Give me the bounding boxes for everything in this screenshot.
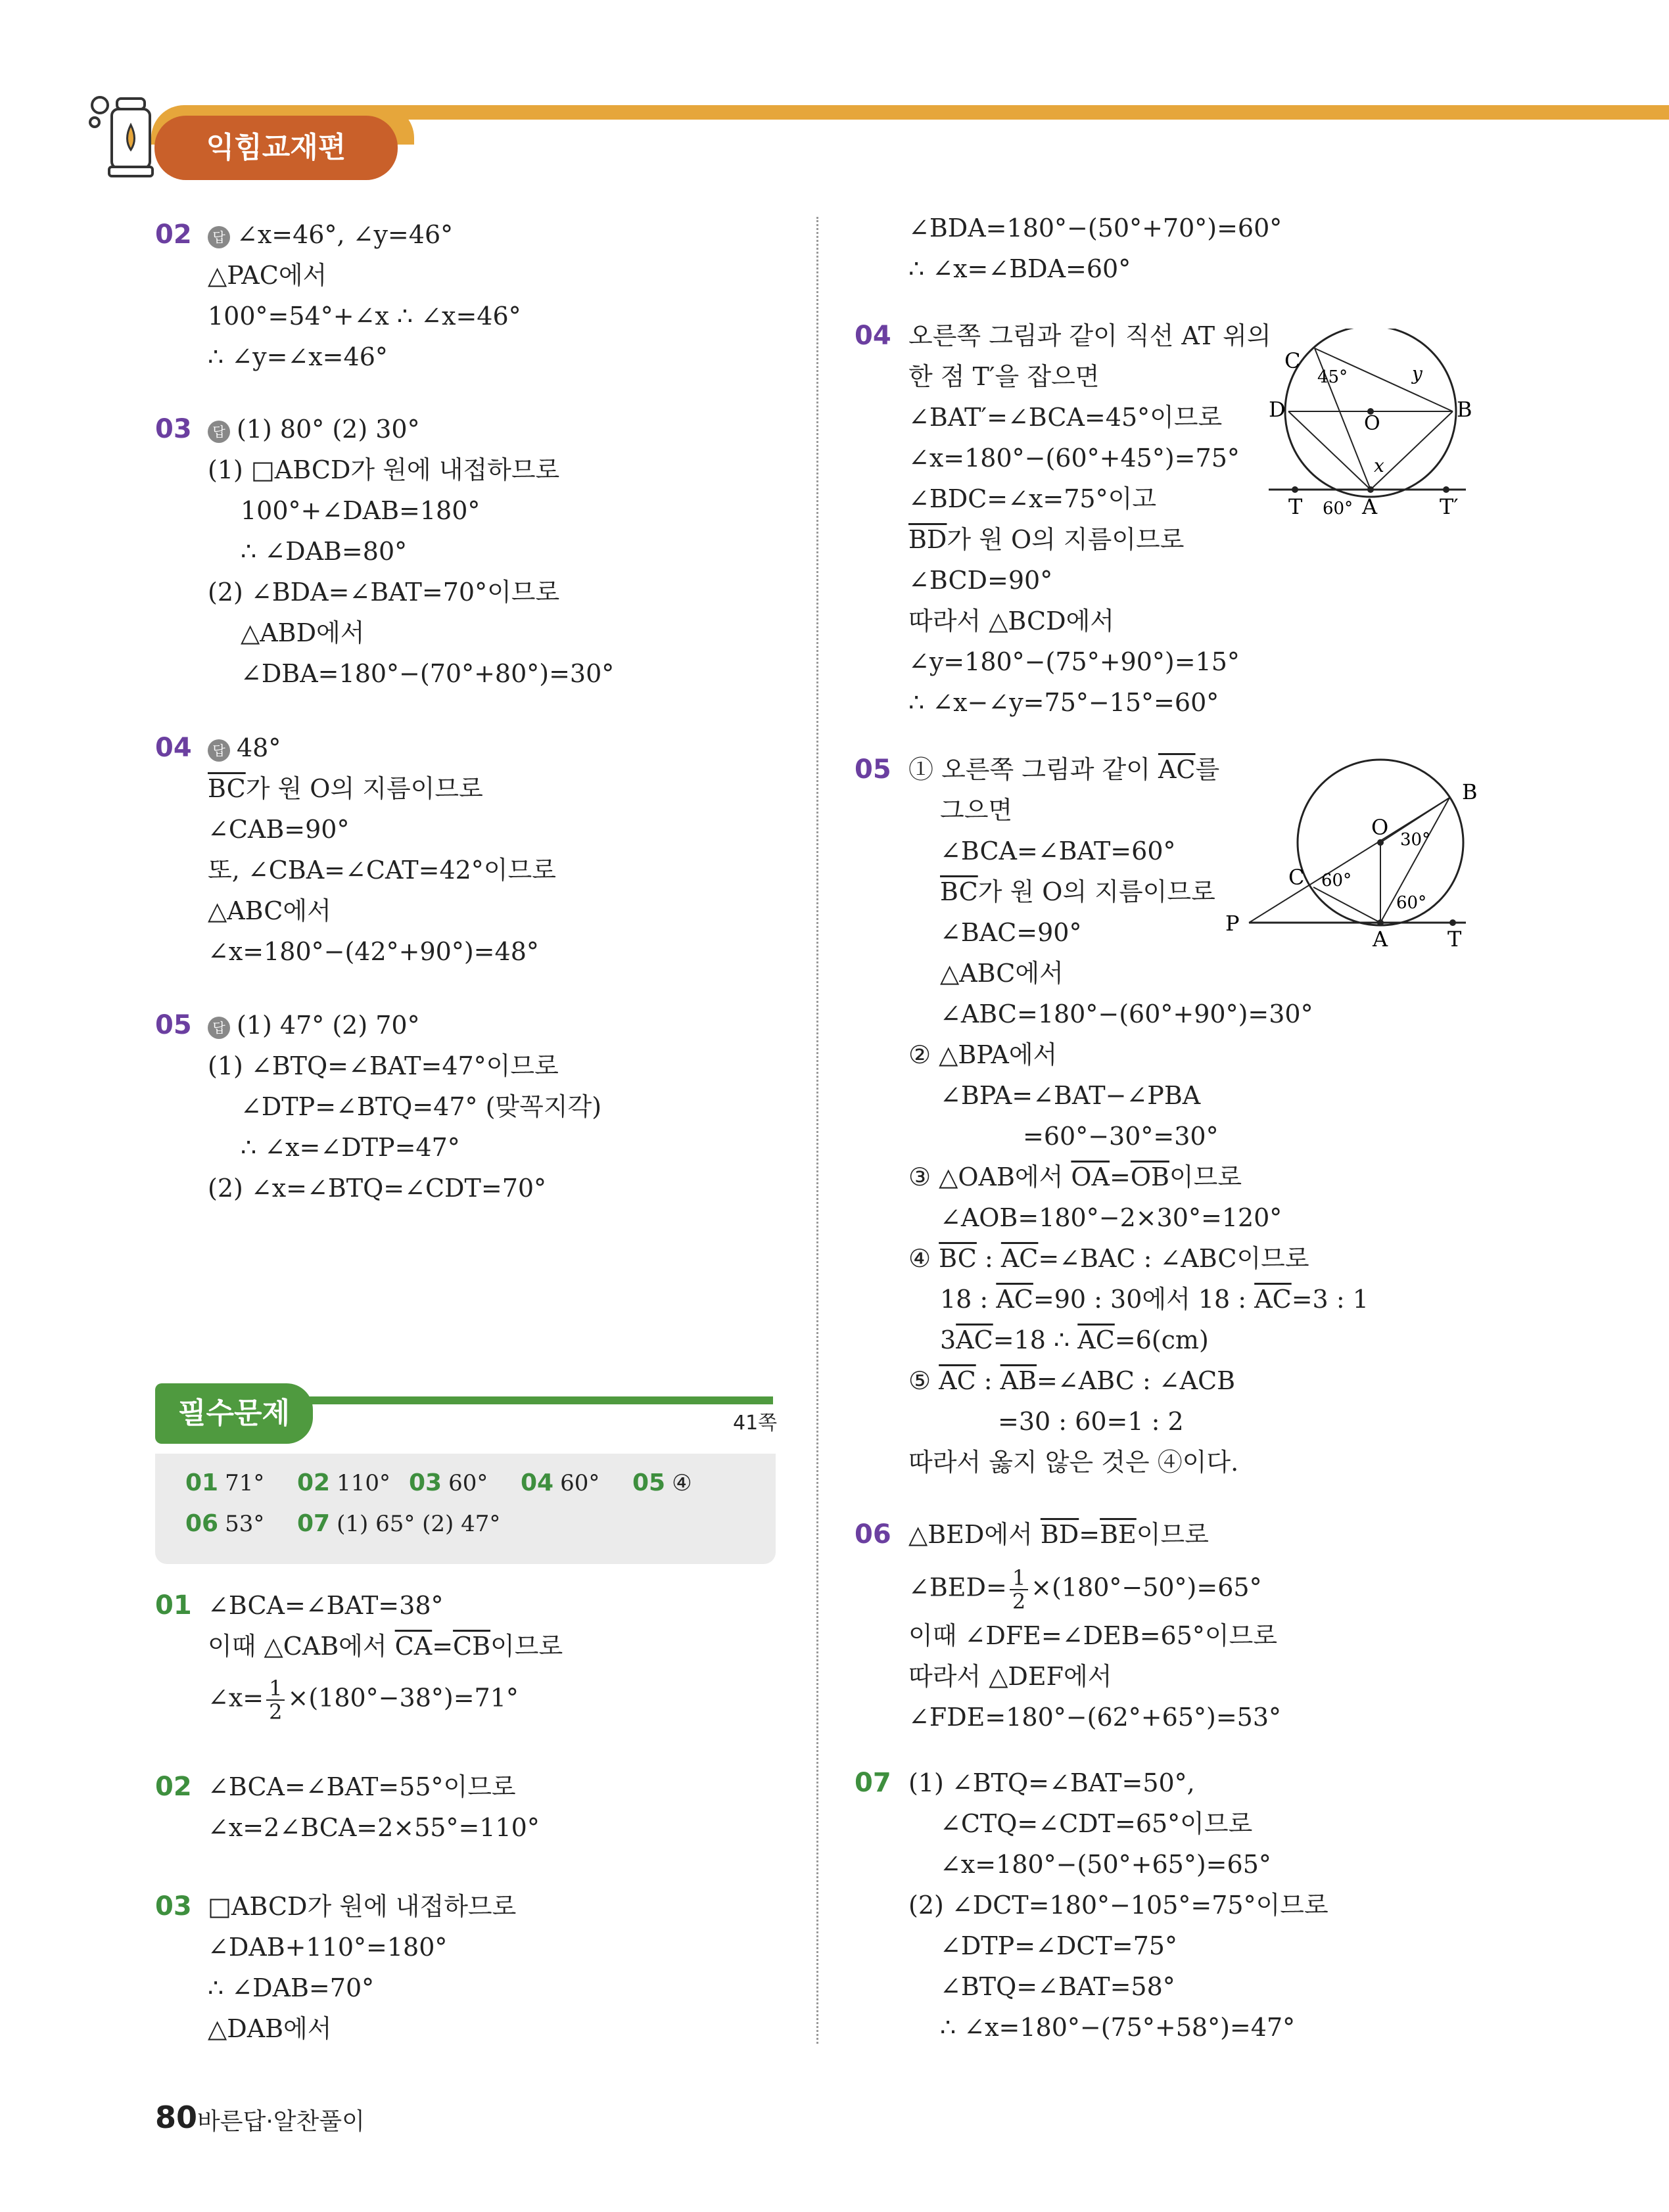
solution-line: (1) □ABCD가 원에 내접하므로 — [208, 455, 560, 484]
answer-line: 답 (1) 47° (2) 70° — [208, 1009, 420, 1042]
solution-line: 그으면 — [940, 796, 1013, 825]
circle-figure-04 — [1262, 329, 1486, 526]
solution-line: 18 : $\overline{AC}=90$ : 30에서 18 : $\overline{AC}=3$ : 1 — [940, 1285, 1369, 1314]
solution-line: ② △BPA에서 — [908, 1040, 1058, 1069]
solution-line: (2) ∠BDA=∠BAT=70°이므로 — [208, 578, 560, 607]
answer-line: 답 48° — [208, 731, 281, 764]
solution-line: (2) ∠DCT=180°−105°=75°이므로 — [908, 1891, 1328, 1920]
solution-line: ∠DAB+110°=180° — [208, 1933, 448, 1962]
angle-60: 60° — [1323, 499, 1353, 518]
solution-line: ∠BCA=∠BAT=38° — [208, 1591, 444, 1620]
answer-item: 07 (1) 65° (2) 47° — [297, 1510, 501, 1537]
solution-line: ∠BPA=∠BAT−∠PBA — [940, 1081, 1201, 1110]
label-A: A — [1373, 927, 1388, 952]
solution-line: 또, ∠CBA=∠CAT=42°이므로 — [208, 856, 556, 885]
angle-60-c: 60° — [1321, 871, 1352, 890]
label-C: C — [1284, 348, 1301, 373]
solution-line: ∠BDC=∠x=75°이고 — [908, 484, 1157, 513]
solution-line: 100°+∠DAB=180° — [241, 496, 481, 525]
solution-line: ∠y=180°−(75°+90°)=15° — [908, 647, 1240, 676]
answer-badge-icon: 답 — [208, 1017, 230, 1039]
solution-line: ∠DTP=∠BTQ=47° (맞꼭지각) — [241, 1092, 602, 1121]
angle-45: 45° — [1317, 367, 1348, 387]
solution-line: 따라서 △DEF에서 — [908, 1662, 1112, 1691]
question-number: 04 — [855, 321, 891, 351]
page-reference: 41쪽 — [733, 1412, 778, 1435]
question-number: 03 — [155, 1891, 192, 1922]
fraction: $\frac{1}{2}$ — [1010, 1567, 1028, 1613]
solution-line: 이때 ∠DFE=∠DEB=65°이므로 — [908, 1621, 1278, 1650]
answer-badge-icon: 답 — [208, 739, 230, 762]
solution-line: ∠BCA=∠BAT=60° — [940, 837, 1176, 865]
question-number: 05 — [155, 1010, 192, 1040]
solution-line: 이때 △CAB에서 $\overline{CA}=\overline{CB}$이므로 — [208, 1632, 563, 1661]
solution-line: △ABD에서 — [241, 618, 365, 647]
question-number: 04 — [155, 733, 192, 763]
solution-line: ∠CAB=90° — [208, 815, 350, 844]
column-divider — [816, 217, 818, 2044]
solution-line: ∠FDE=180°−(62°+65°)=53° — [908, 1703, 1282, 1732]
fraction: $\frac{1}{2}$ — [266, 1677, 285, 1723]
solution-line: □ABCD가 원에 내접하므로 — [208, 1892, 517, 1921]
solution-line: ∠BAT′=∠BCA=45°이므로 — [908, 403, 1223, 432]
label-B: B — [1457, 397, 1472, 422]
angle-x: x — [1374, 455, 1384, 476]
angle-y: y — [1412, 363, 1422, 384]
answer-box — [155, 1454, 776, 1564]
solution-line: ∴ ∠x=180°−(75°+58°)=47° — [940, 2013, 1296, 2042]
label-D: D — [1269, 397, 1286, 422]
label-C: C — [1288, 865, 1305, 890]
solution-line: 따라서 옳지 않은 것은 ④이다. — [908, 1448, 1239, 1477]
solution-line: ∠DBA=180°−(70°+80°)=30° — [241, 659, 615, 688]
solution-line: ③ △OAB에서 $\overline{OA}=\overline{OB}$이므로 — [908, 1163, 1242, 1191]
label-B: B — [1462, 779, 1478, 804]
solution-line: ∴ ∠DAB=80° — [241, 537, 408, 566]
solution-line: ∠x=180°−(42°+90°)=48° — [208, 937, 539, 966]
answer-badge-icon: 답 — [208, 421, 230, 443]
label-A: A — [1362, 494, 1378, 519]
page-number: 80 — [155, 2100, 198, 2135]
angle-30: 30° — [1400, 830, 1431, 850]
solution-line: ∠x= $\frac{1}{2}$ ×(180°−38°)=71° — [208, 1676, 519, 1724]
question-number: 02 — [155, 219, 192, 250]
solution-line: ∠BTQ=∠BAT=58° — [940, 1972, 1175, 2001]
solution-line: ∠CTQ=∠CDT=65°이므로 — [940, 1809, 1253, 1838]
solution-line: ∴ ∠x=∠DTP=47° — [241, 1133, 460, 1162]
solution-line: ∠x=180°−(50°+65°)=65° — [940, 1850, 1271, 1879]
solution-line: ⑤ $\overline{AC}$ : $\overline{AB}=\angle ABC$ : ∠ACB — [908, 1366, 1236, 1395]
solution-line: ∠AOB=180°−2×30°=120° — [940, 1203, 1282, 1232]
solution-line: ① 오른쪽 그림과 같이 $\overline{AC}$를 — [908, 755, 1220, 784]
solution-line: (2) ∠x=∠BTQ=∠CDT=70° — [208, 1174, 547, 1203]
lantern-icon — [85, 85, 164, 184]
solution-line: 한 점 T′을 잡으면 — [908, 362, 1100, 391]
solution-line: (1) ∠BTQ=∠BAT=47°이므로 — [208, 1051, 559, 1080]
answer-item: 06 53° — [185, 1510, 265, 1537]
chapter-tab: 익힘교재편 — [154, 116, 398, 180]
solution-line: 100°=54°+∠x ∴ ∠x=46° — [208, 302, 521, 331]
solution-line: ∠BCD=90° — [908, 566, 1053, 595]
label-O: O — [1371, 815, 1389, 840]
solution-line: ∠DTP=∠DCT=75° — [940, 1931, 1177, 1960]
solution-line: △DAB에서 — [208, 2014, 332, 2043]
question-number: 07 — [855, 1768, 891, 1798]
book-title: 바른답·알찬풀이 — [197, 2108, 365, 2135]
answer-item: 01 71° — [185, 1469, 265, 1496]
solution-line: $\overline{BC}$가 원 O의 지름이므로 — [940, 877, 1215, 906]
answer-line: 답 (1) 80° (2) 30° — [208, 413, 420, 446]
question-number: 03 — [155, 414, 192, 444]
solution-line: △BED에서 $\overline{BD}=\overline{BE}$이므로 — [908, 1520, 1209, 1549]
question-number: 06 — [855, 1519, 891, 1550]
solution-line: △ABC에서 — [940, 959, 1064, 988]
solution-line: △PAC에서 — [208, 261, 327, 290]
solution-line: $\overline{BD}$가 원 O의 지름이므로 — [908, 525, 1185, 554]
solution-line: ④ $\overline{BC}$ : $\overline{AC}=\angle BAC$ : ∠ABC이므로 — [908, 1244, 1309, 1273]
answer-line: 답 ∠x=46°, ∠y=46° — [208, 218, 453, 251]
label-P: P — [1225, 911, 1240, 936]
angle-60-a: 60° — [1396, 893, 1427, 913]
question-number: 02 — [155, 1772, 192, 1802]
section-tab: 필수문제 — [155, 1383, 313, 1444]
label-O: O — [1364, 412, 1380, 435]
question-number: 05 — [855, 754, 891, 785]
solution-line: (1) ∠BTQ=∠BAT=50°, — [908, 1768, 1195, 1797]
solution-line: 따라서 △BCD에서 — [908, 607, 1115, 635]
solution-line: ∠x=180°−(60°+45°)=75° — [908, 444, 1240, 472]
solution-line: ∠BDA=180°−(50°+70°)=60° — [908, 214, 1282, 242]
circle-figure-05 — [1223, 756, 1486, 953]
solution-line: $\overline{BC}$가 원 O의 지름이므로 — [208, 774, 483, 803]
answer-item: 03 60° — [409, 1469, 488, 1496]
solution-line: $3\overline{AC}=18$ ∴ $\overline{AC}=6(cm)$ — [940, 1325, 1209, 1354]
solution-line: ∠x=2∠BCA=2×55°=110° — [208, 1813, 540, 1842]
solution-line: ∠ABC=180°−(60°+90°)=30° — [940, 1000, 1313, 1028]
answer-item: 05 ④ — [632, 1469, 692, 1496]
solution-line: ∠BCA=∠BAT=55°이므로 — [208, 1772, 516, 1801]
solution-line: ∴ ∠y=∠x=46° — [208, 342, 388, 371]
solution-line: 오른쪽 그림과 같이 직선 AT 위의 — [908, 321, 1271, 350]
label-T-prime: T′ — [1440, 494, 1459, 519]
label-T: T — [1288, 494, 1303, 519]
solution-line: ∴ ∠x=∠BDA=60° — [908, 254, 1131, 283]
solution-line: ∠BED= $\frac{1}{2}$ ×(180°−50°)=65° — [908, 1565, 1262, 1614]
solution-line: △ABC에서 — [208, 896, 331, 925]
solution-line: ∴ ∠DAB=70° — [208, 1973, 375, 2002]
answer-item: 02 110° — [297, 1469, 391, 1496]
question-number: 01 — [155, 1590, 192, 1621]
solution-line: =60°−30°=30° — [1023, 1122, 1219, 1151]
solution-line: ∠BAC=90° — [940, 918, 1082, 947]
solution-line: ∴ ∠x−∠y=75°−15°=60° — [908, 688, 1219, 717]
label-T: T — [1447, 927, 1462, 952]
solution-line: =30 : 60=1 : 2 — [998, 1407, 1184, 1436]
header-band — [368, 105, 1669, 120]
answer-badge-icon: 답 — [208, 226, 230, 248]
answer-item: 04 60° — [521, 1469, 600, 1496]
